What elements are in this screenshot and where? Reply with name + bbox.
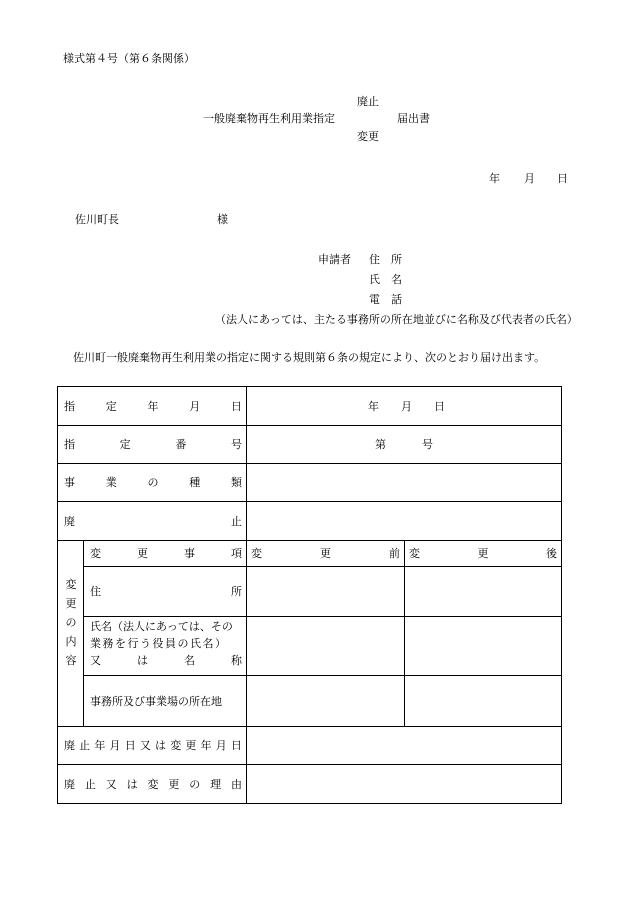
designation-date-label bbox=[64, 398, 242, 414]
label-char: は bbox=[155, 739, 167, 752]
applicant-phone-label: 電 話 bbox=[369, 293, 402, 306]
label-char: 事 bbox=[184, 547, 195, 560]
label-char: 又 bbox=[105, 777, 117, 791]
label-char: 日 bbox=[230, 739, 242, 752]
label-char: 月 bbox=[109, 739, 121, 752]
label-char: 名 bbox=[184, 654, 195, 667]
label-char: 年 bbox=[147, 400, 159, 413]
designation-number-label bbox=[64, 436, 242, 452]
label-char: 廃 bbox=[64, 514, 75, 528]
label-char: 前 bbox=[389, 547, 400, 560]
label-char: 事 bbox=[64, 476, 75, 489]
label-char: の bbox=[147, 476, 159, 489]
form-number: 様式第４号（第６条関係） bbox=[63, 52, 195, 65]
title-suffix: 届出書 bbox=[397, 112, 430, 125]
label-char: 止 bbox=[79, 739, 91, 752]
change-location-label-cell bbox=[90, 675, 246, 726]
change-item-header-cell bbox=[90, 540, 242, 566]
designation-date-day: 日 bbox=[434, 400, 445, 413]
label-char: 変 bbox=[170, 739, 182, 752]
label-char: 所 bbox=[231, 585, 242, 598]
label-char: 変 bbox=[147, 777, 159, 791]
date-year-label: 年 bbox=[489, 172, 500, 185]
reason-label bbox=[64, 776, 242, 792]
label-char: 年 bbox=[200, 739, 212, 752]
label-char: 変 bbox=[90, 547, 101, 560]
label-char: 止 bbox=[84, 777, 96, 791]
label-char: 指 bbox=[64, 400, 75, 413]
abolition-change-date-label bbox=[64, 737, 242, 753]
reason-label-cell bbox=[64, 764, 242, 803]
label-char: 定 bbox=[105, 400, 117, 413]
label-char: 後 bbox=[546, 547, 557, 560]
label-char: 年 bbox=[94, 739, 106, 752]
date-day-label: 日 bbox=[557, 172, 568, 185]
label-char: 内 bbox=[65, 635, 77, 648]
change-address-label-cell bbox=[90, 566, 242, 616]
addressee-honorific: 様 bbox=[217, 213, 228, 226]
label-char: 理 bbox=[210, 777, 222, 791]
change-address-label bbox=[90, 583, 242, 599]
statement: 佐川町一般廃棄物再生利用業の指定に関する規則第６条の規定により、次のとおり届け出ます。 bbox=[73, 351, 546, 364]
label-char: 号 bbox=[230, 438, 242, 451]
change-name-label bbox=[90, 618, 242, 669]
change-before-header-cell bbox=[251, 540, 400, 566]
designation-number-suffix: 号 bbox=[422, 438, 433, 451]
change-item-header bbox=[90, 545, 242, 561]
label-char: 月 bbox=[215, 739, 227, 752]
label-char: 日 bbox=[124, 739, 136, 752]
label-char: 容 bbox=[65, 654, 77, 667]
label-char: 由 bbox=[231, 777, 242, 791]
label-char: 項 bbox=[231, 547, 242, 560]
label-char: の bbox=[189, 777, 201, 791]
label-char: 番 bbox=[175, 438, 187, 451]
business-type-label bbox=[64, 474, 242, 490]
designation-date-year: 年 bbox=[368, 400, 379, 413]
label-char: 変 bbox=[65, 578, 77, 591]
label-char: 変 bbox=[409, 547, 420, 560]
addressee-name: 佐川町長 bbox=[75, 213, 119, 226]
change-name-label-line1: 氏名（法人にあっては、その bbox=[90, 620, 233, 633]
label-char: 止 bbox=[231, 514, 242, 528]
label-char: 更 bbox=[137, 547, 148, 560]
designation-number-prefix: 第 bbox=[375, 438, 386, 451]
change-name-label-line2: 業務を行う役員の氏名） bbox=[90, 637, 228, 650]
abolition-change-date-label-cell bbox=[64, 726, 242, 764]
designation-number-label-cell bbox=[64, 425, 242, 463]
title-main: 一般廃棄物再生利用業指定 bbox=[203, 112, 335, 125]
label-char: 又 bbox=[139, 739, 151, 752]
label-char: 業 bbox=[105, 476, 117, 489]
title-option-change: 変更 bbox=[357, 130, 379, 143]
label-char: 指 bbox=[64, 438, 75, 451]
label-char: 更 bbox=[185, 739, 197, 752]
business-type-label-cell bbox=[64, 463, 242, 501]
label-char: 定 bbox=[119, 438, 131, 451]
label-char: 更 bbox=[65, 597, 77, 610]
change-before-header bbox=[251, 545, 400, 561]
designation-date-month: 月 bbox=[401, 400, 412, 413]
label-char: 廃 bbox=[64, 777, 75, 791]
label-char: 廃 bbox=[64, 739, 75, 752]
label-char: 更 bbox=[320, 547, 331, 560]
designation-date-label-cell bbox=[64, 387, 242, 425]
label-char: 更 bbox=[168, 777, 180, 791]
applicant-note: （法人にあっては、主たる事務所の所在地並びに名称及び代表者の氏名） bbox=[215, 313, 578, 326]
label-char: 類 bbox=[231, 476, 242, 489]
notification-form-table bbox=[57, 386, 562, 804]
label-char: 更 bbox=[477, 547, 489, 560]
applicant-name-label: 氏 名 bbox=[369, 273, 402, 286]
label-char: は bbox=[126, 777, 138, 791]
label-char: 称 bbox=[231, 654, 242, 667]
label-char: 種 bbox=[189, 476, 201, 489]
change-after-header bbox=[409, 545, 557, 561]
change-after-header-cell bbox=[409, 540, 557, 566]
abolition-label bbox=[64, 513, 242, 529]
label-char: は bbox=[137, 654, 148, 667]
title-option-abolition: 廃止 bbox=[357, 95, 379, 108]
label-char: の bbox=[65, 616, 77, 629]
applicant-label: 申請者 bbox=[318, 253, 351, 266]
label-char: 又 bbox=[90, 654, 101, 667]
date-month-label: 月 bbox=[524, 172, 535, 185]
change-name-label-line3 bbox=[90, 652, 242, 669]
label-char: 変 bbox=[251, 547, 262, 560]
label-char: 住 bbox=[90, 585, 101, 598]
label-char: 月 bbox=[189, 400, 201, 413]
applicant-address-label: 住 所 bbox=[369, 253, 402, 266]
change-location-label: 事務所及び事業場の所在地 bbox=[90, 694, 222, 708]
abolition-label-cell bbox=[64, 501, 242, 540]
change-content-side-label bbox=[64, 575, 78, 670]
label-char: 日 bbox=[231, 400, 242, 413]
